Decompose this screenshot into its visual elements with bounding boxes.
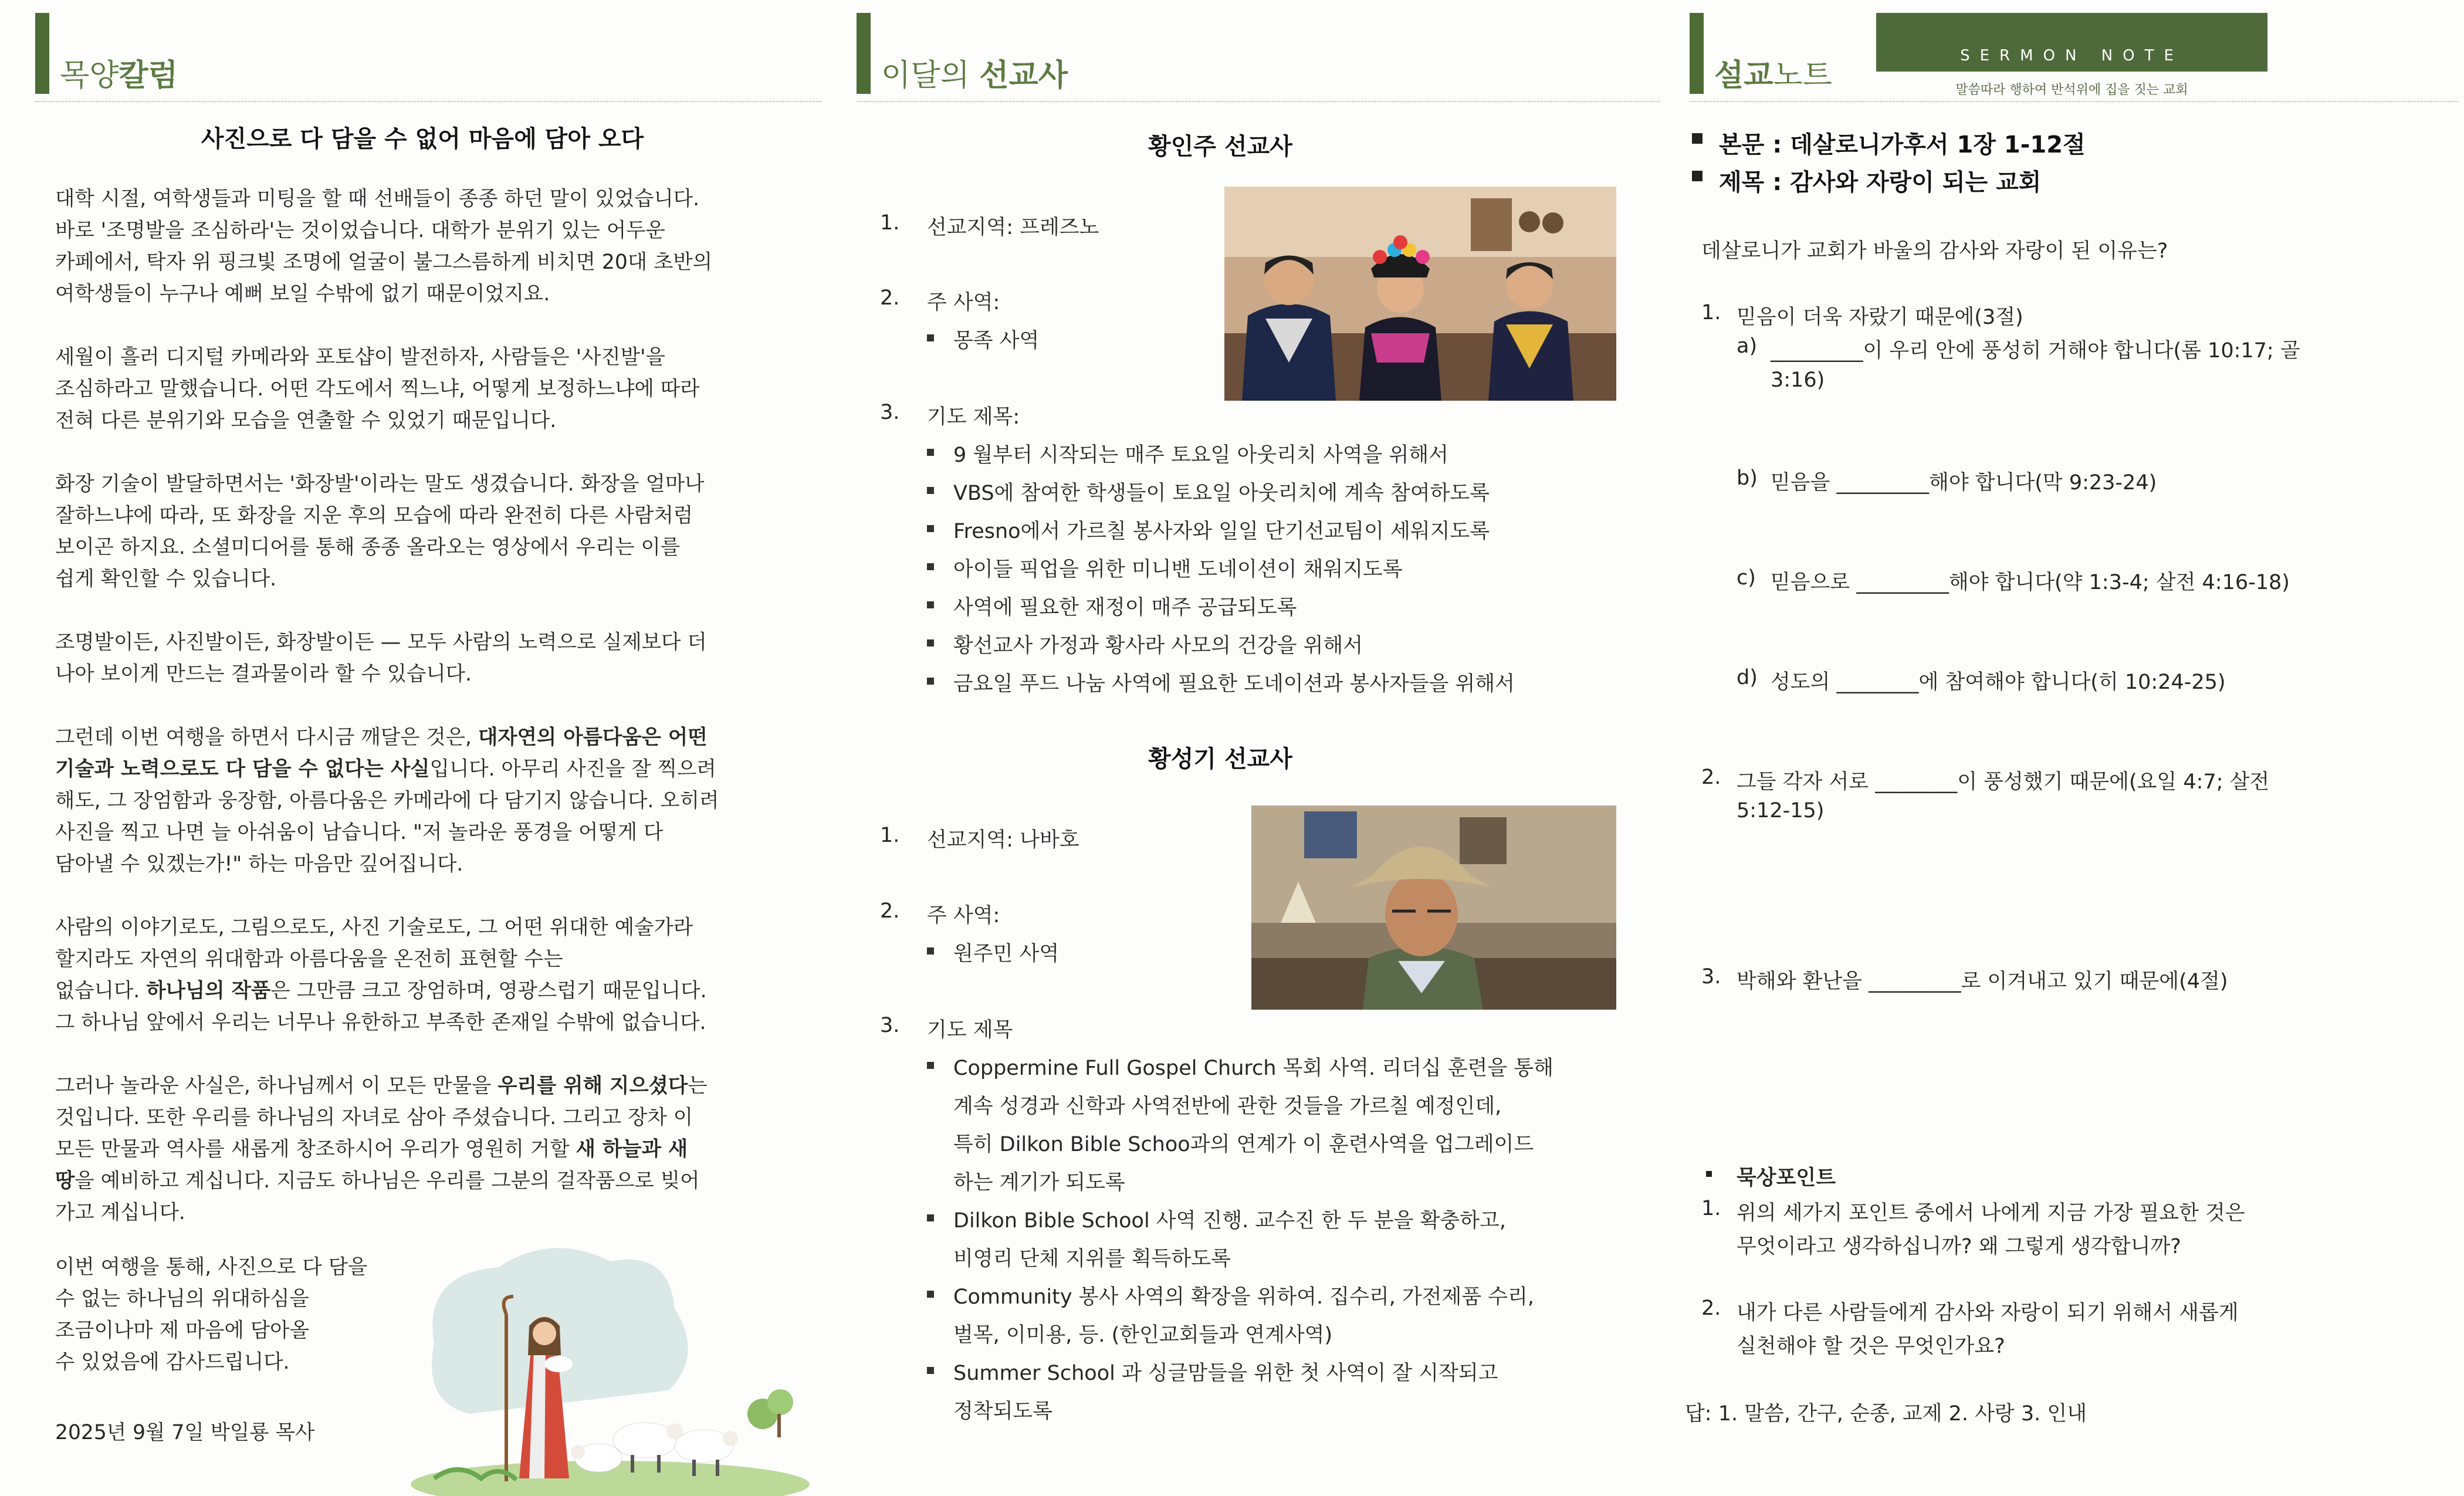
missionary-name: 황성기 선교사 <box>1148 746 1292 773</box>
prayer-text: VBS에 참여한 학생들이 토요일 아웃리치에 계속 참여하도록 <box>953 482 1490 505</box>
signature-date: 2025년 9월 7일 박일룡 목사 <box>55 1421 315 1444</box>
point-text: 믿음이 더욱 자랐기 때문에(3절) <box>1737 306 2023 329</box>
prayer-text: 사역에 필요한 재정이 매주 공급되도록 <box>953 596 1297 620</box>
text: 입니다. 아무리 사진을 잘 찍으려 <box>429 757 716 781</box>
text: 그러나 놀라운 사실은, 하나님께서 이 모든 만물을 <box>55 1074 498 1098</box>
square-bullet-icon <box>927 449 934 456</box>
meditation-question: 내가 다른 사람들에게 감사와 자랑이 되기 위해서 새롭게 <box>1737 1301 2239 1325</box>
header-accent-bar <box>857 13 871 94</box>
line: 조명발이든, 사진발이든, 화장발이든 — 모두 사람의 노력으로 실제보다 더 <box>55 631 707 654</box>
prayer-text: 하는 계기가 되도록 <box>953 1171 1125 1194</box>
text: 은 그만큼 크고 장엄하며, 영광스럽기 때문입니다. <box>270 979 707 1003</box>
header-divider <box>857 101 1660 102</box>
line: 그 하나님 앞에서 우리는 너무나 유한하고 부족한 존재일 수밖에 없습니다. <box>55 1011 706 1034</box>
paragraph <box>55 341 812 436</box>
fill-in-blank: 박해와 환난을 _________로 이겨내고 있기 때문에(4절) <box>1737 970 2228 993</box>
fill-in-blank: _________이 우리 안에 풍성히 거해야 합니다(롬 10:17; 골 <box>1771 339 2300 363</box>
sermon-note-tab <box>1876 13 2267 72</box>
prayer-text: Fresno에서 가르칠 봉사자와 일일 단기선교팀이 세워지도록 <box>953 520 1490 543</box>
fill-in-blank: 5:12-15) <box>1737 799 1825 823</box>
line: 해도, 그 장엄함과 웅장함, 아름다움은 카메라에 다 담기지 않습니다. 오히려 <box>55 789 719 813</box>
square-bullet-icon <box>927 947 934 955</box>
text: 는 <box>688 1074 708 1098</box>
meditation-question: 무엇이라고 생각하십니까? 왜 그렇게 생각합니까? <box>1737 1235 2181 1258</box>
item-number: 1. <box>880 211 900 235</box>
item-number: 2. <box>880 286 900 310</box>
sub-label: c) <box>1737 566 1756 590</box>
item-number: 3. <box>880 401 900 424</box>
paragraph <box>55 627 812 690</box>
square-bullet-icon <box>927 601 934 608</box>
article-body <box>55 183 812 1260</box>
text: 그런데 이번 여행을 하면서 다시금 깨달은 것은, <box>55 726 478 749</box>
item-text: 몽족 사역 <box>953 329 1040 353</box>
sermon-heading <box>1690 126 2086 201</box>
meditation-question: 실천해야 할 것은 무엇인가요? <box>1737 1335 2005 1358</box>
line: 담아낼 수 있겠는가!" 하는 마음만 깊어집니다. <box>55 852 463 876</box>
square-bullet-icon <box>1692 133 1703 144</box>
missionary-portrait-photo <box>1251 805 1616 1010</box>
meditation-title: 묵상포인트 <box>1737 1166 1836 1190</box>
pastor-column <box>23 0 821 1496</box>
prayer-text: Community 봉사 사역의 확장을 위하여. 집수리, 가전제품 수리, <box>953 1285 1535 1309</box>
line: 카페에서, 탁자 위 핑크빛 조명에 얼굴이 불그스름하게 비치면 20대 초반의 <box>55 251 713 274</box>
prayer-text: Dilkon Bible School 사역 진행. 교수진 한 두 분을 확충하고, <box>953 1209 1506 1233</box>
item-number: 3. <box>880 1014 900 1037</box>
item-text: 선교지역: 프레즈노 <box>927 216 1099 239</box>
article-title: 사진으로 다 담을 수 없어 마음에 담아 오다 <box>201 126 644 153</box>
item-text: 기도 제목: <box>927 405 1020 429</box>
header-bold-text: 선교사 <box>979 58 1068 93</box>
item-text: 선교지역: 나바호 <box>927 828 1079 852</box>
line: 전혀 다른 분위기와 모습을 연출할 수 있었기 때문입니다. <box>55 409 557 432</box>
item-text: 원주민 사역 <box>953 942 1060 966</box>
line: 바로 '조명발을 조심하라'는 것이었습니다. 대학가 분위기 있는 어두운 <box>55 219 665 242</box>
line: 대학 시절, 여학생들과 미팅을 할 때 선배들이 종종 하던 말이 있었습니다. <box>55 187 700 211</box>
line: 할지라도 자연의 위대함과 아름다움을 온전히 표현할 수는 <box>55 947 563 971</box>
missionary-column <box>845 0 1660 1496</box>
column-title <box>60 50 178 94</box>
item-number: 1. <box>1701 301 1721 324</box>
fill-in-blank: 그들 각자 서로 ________이 풍성했기 때문에(요일 4:7; 살전 <box>1737 770 2270 794</box>
column-title <box>1714 50 1832 94</box>
closing-paragraph <box>55 1251 431 1378</box>
line: 수 있었음에 감사드립니다. <box>55 1351 290 1374</box>
bold-text: 대자연의 아름다움은 어떤 <box>478 726 708 749</box>
line: 이번 여행을 통해, 사진으로 다 담을 <box>55 1255 368 1279</box>
item-text: 주 사역: <box>927 291 1000 314</box>
paragraph <box>55 912 812 1038</box>
square-bullet-icon <box>927 1062 934 1069</box>
prayer-text: 9 월부터 시작되는 매주 토요일 아웃리치 사역을 위해서 <box>953 444 1448 467</box>
prayer-text: 정착되도록 <box>953 1400 1053 1423</box>
square-bullet-icon <box>927 334 934 341</box>
header-divider <box>1690 101 2458 102</box>
paragraph <box>55 1070 812 1228</box>
header-bold-text: 설교 <box>1714 58 1773 93</box>
text: 없습니다. <box>55 979 147 1003</box>
line: 사람의 이야기로도, 그림으로도, 사진 기술로도, 그 어떤 위대한 예술가라 <box>55 916 693 939</box>
line: 여학생들이 누구나 예뻐 보일 수밖에 없기 때문이었지요. <box>55 282 550 306</box>
item-text: 기도 제목 <box>927 1018 1013 1042</box>
line: 것입니다. 또한 우리를 하나님의 자녀로 삼아 주셨습니다. 그리고 장차 이 <box>55 1106 693 1129</box>
square-bullet-icon <box>927 678 934 685</box>
tab-label: SERMON NOTE <box>1960 47 2184 65</box>
column-title <box>881 50 1068 94</box>
square-bullet-icon <box>927 1367 934 1374</box>
square-bullet-icon <box>1692 171 1703 181</box>
header-light-text: 목양 <box>60 58 119 93</box>
square-bullet-icon <box>1706 1171 1712 1177</box>
paragraph <box>55 468 812 595</box>
shepherd-illustration <box>399 1238 821 1496</box>
square-bullet-icon <box>927 1214 934 1221</box>
square-bullet-icon <box>927 487 934 494</box>
title-line <box>1690 164 2086 201</box>
header-bold-text: 칼럼 <box>119 58 178 93</box>
prayer-text: 아이들 픽업을 위한 미니밴 도네이션이 채워지도록 <box>953 558 1403 581</box>
answer-key: 답: 1. 말씀, 간구, 순종, 교제 2. 사랑 3. 인내 <box>1685 1402 2087 1426</box>
bold-text: 땅 <box>55 1169 75 1193</box>
item-number: 1. <box>1701 1197 1721 1220</box>
line: 세월이 흘러 디지털 카메라와 포토샵이 발전하자, 사람들은 '사진발'을 <box>55 346 665 369</box>
square-bullet-icon <box>927 563 934 570</box>
header-light-text: 이달의 <box>881 58 970 93</box>
line: 잘하느냐에 따라, 또 화장을 지운 후의 모습에 따라 완전히 다른 사람처럼 <box>55 504 693 527</box>
square-bullet-icon <box>927 639 934 647</box>
sub-label: d) <box>1737 666 1758 689</box>
intro-question: 데살로니가 교회가 바울의 감사와 자랑이 된 이유는? <box>1701 239 2168 263</box>
line: 보이곤 하지요. 소셜미디어를 통해 종종 올라오는 영상에서 우리는 이를 <box>55 536 681 559</box>
line: 화장 기술이 발달하면서는 '화장발'이라는 말도 생겼습니다. 화장을 얼마나 <box>55 472 705 496</box>
item-number: 2. <box>880 899 900 923</box>
scripture-text: 본문 : 데살로니가후서 1장 1-12절 <box>1719 131 2086 158</box>
paragraph <box>55 722 812 880</box>
line: 나아 보이게 만드는 결과물이라 할 수 있습니다. <box>55 662 472 686</box>
item-number: 2. <box>1701 766 1721 789</box>
header-divider <box>35 101 821 102</box>
sermon-note-column <box>1678 0 2458 1496</box>
missionary-family-photo <box>1224 187 1616 401</box>
item-number: 1. <box>880 824 900 847</box>
bold-text: 새 하늘과 새 <box>576 1138 688 1161</box>
line: 사진을 찍고 나면 늘 아쉬움이 남습니다. "저 놀라운 풍경을 어떻게 다 <box>55 821 664 844</box>
sub-label: b) <box>1737 466 1758 490</box>
fill-in-blank: 믿음을 _________해야 합니다(막 9:23-24) <box>1771 471 2157 495</box>
bold-text: 우리를 위해 지으셨다 <box>497 1074 688 1098</box>
column-header <box>23 0 821 94</box>
bold-text: 하나님의 작품 <box>146 979 271 1003</box>
scripture-line <box>1690 126 2086 164</box>
line: 조심하라고 말했습니다. 어떤 각도에서 찍느냐, 어떻게 보정하느냐에 따라 <box>55 377 700 401</box>
prayer-text: Coppermine Full Gospel Church 목회 사역. 리더십 훈련을 통해 <box>953 1057 1553 1080</box>
meditation-question: 위의 세가지 포인트 중에서 나에게 지금 가장 필요한 것은 <box>1737 1201 2245 1225</box>
tab-subtitle: 말씀따라 행하여 반석위에 집을 짓는 교회 <box>1955 83 2188 97</box>
line: 수 없는 하나님의 위대하심을 <box>55 1287 309 1311</box>
header-light-text: 노트 <box>1773 58 1832 93</box>
sub-label: a) <box>1737 334 1758 358</box>
prayer-text: 황선교사 가정과 황사라 사모의 건강을 위해서 <box>953 634 1363 658</box>
fill-in-blank: 믿음으로 _________해야 합니다(약 1:3-4; 살전 4:16-18) <box>1771 571 2290 594</box>
fill-in-blank: 3:16) <box>1771 368 1825 392</box>
fill-in-blank: 성도의 ________에 참여해야 합니다(히 10:24-25) <box>1771 671 2226 694</box>
line: 쉽게 확인할 수 있습니다. <box>55 567 277 591</box>
line: 가고 계십니다. <box>55 1201 185 1224</box>
text: 을 예비하고 계십니다. 지금도 하나님은 우리를 그분의 걸작품으로 빚어 <box>75 1169 700 1193</box>
square-bullet-icon <box>927 525 934 532</box>
sermon-title: 제목 : 감사와 자랑이 되는 교회 <box>1719 169 2042 196</box>
prayer-text: 비영리 단체 지위를 획득하도록 <box>953 1247 1231 1271</box>
prayer-text: 특히 Dilkon Bible Schoo과의 연계가 이 훈련사역을 업그레이드 <box>953 1133 1534 1156</box>
column-header <box>845 0 1660 94</box>
prayer-text: Summer School 과 싱글맘들을 위한 첫 사역이 잘 시작되고 <box>953 1362 1498 1385</box>
line: 조금이나마 제 마음에 담아올 <box>55 1319 309 1342</box>
paragraph <box>55 183 812 310</box>
prayer-text: 벌목, 이미용, 등. (한인교회들과 연계사역) <box>953 1324 1333 1347</box>
item-number: 2. <box>1701 1297 1721 1320</box>
text: 모든 만물과 역사를 새롭게 창조하시어 우리가 영원히 거할 <box>55 1138 576 1161</box>
bold-text: 기술과 노력으로도 다 담을 수 없다는 사실 <box>55 757 430 781</box>
prayer-text: 계속 성경과 신학과 사역전반에 관한 것들을 가르칠 예정인데, <box>953 1095 1502 1118</box>
item-number: 3. <box>1701 965 1721 989</box>
missionary-name: 황인주 선교사 <box>1148 133 1292 160</box>
header-accent-bar <box>1690 13 1704 94</box>
header-accent-bar <box>35 13 49 94</box>
prayer-text: 금요일 푸드 나눔 사역에 필요한 도네이션과 봉사자들을 위해서 <box>953 672 1515 696</box>
square-bullet-icon <box>927 1291 934 1298</box>
item-text: 주 사역: <box>927 904 1000 928</box>
